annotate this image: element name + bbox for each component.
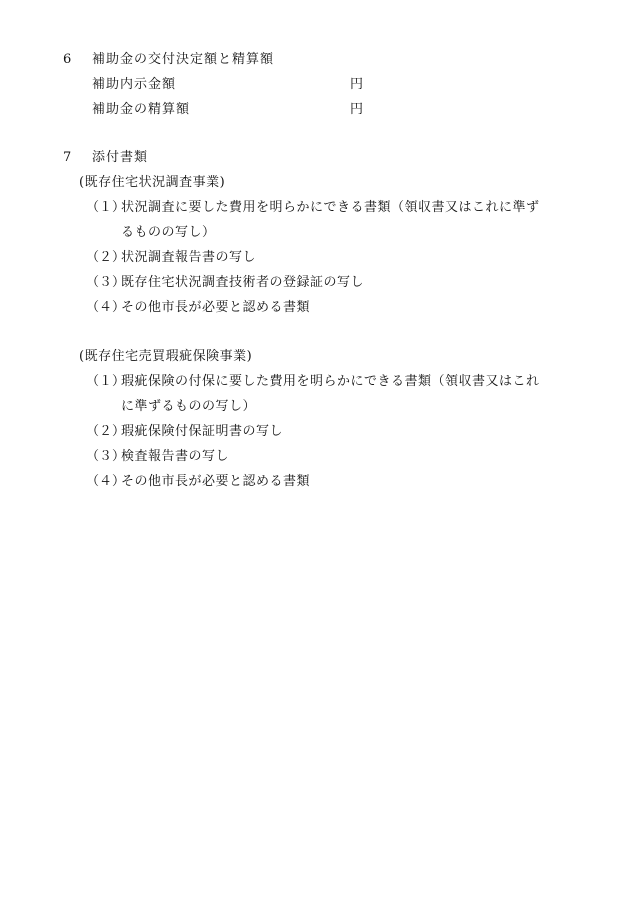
group-inspection-item-3-text: 既存住宅状況調査技術者の登録証の写し	[121, 275, 365, 290]
group-insurance-item-1-continuation: に準ずるものの写し）	[121, 399, 257, 414]
subsidy-settlement-amount-label: 補助金の精算額	[92, 102, 191, 117]
group-insurance-item-2-number: （２）	[86, 424, 126, 439]
group-insurance-item-3-number: （３）	[86, 449, 126, 464]
group-inspection-item-1-continuation: るものの写し）	[121, 225, 216, 240]
group-insurance-title: (既存住宅売買瑕疵保険事業)	[79, 349, 253, 364]
group-inspection-item-4-text: その他市長が必要と認める書類	[121, 300, 311, 315]
subsidy-offer-amount-unit: 円	[350, 77, 364, 92]
group-insurance-item-4-text: その他市長が必要と認める書類	[121, 474, 311, 489]
section-7-heading: 添付書類	[92, 150, 149, 165]
group-inspection-title: (既存住宅状況調査事業)	[79, 175, 226, 190]
group-insurance-item-3-text: 検査報告書の写し	[121, 449, 230, 464]
group-inspection-item-2-number: （２）	[86, 250, 126, 265]
subsidy-settlement-amount-unit: 円	[350, 102, 364, 117]
section-6-heading: 補助金の交付決定額と精算額	[92, 52, 275, 67]
group-insurance-item-2-text: 瑕疵保険付保証明書の写し	[121, 424, 284, 439]
group-insurance-item-4-number: （４）	[86, 474, 126, 489]
group-inspection-item-4-number: （４）	[86, 300, 126, 315]
section-7-number: 7	[63, 150, 72, 165]
group-inspection-item-3-number: （３）	[86, 275, 126, 290]
group-inspection-item-1-text: 状況調査に要した費用を明らかにできる書類（領収書又はこれに準ず	[121, 200, 540, 215]
group-inspection-item-2-text: 状況調査報告書の写し	[121, 250, 257, 265]
section-6-number: 6	[63, 52, 72, 67]
subsidy-offer-amount-label: 補助内示金額	[92, 77, 177, 92]
group-insurance-item-1-text: 瑕疵保険の付保に要した費用を明らかにできる書類（領収書又はこれ	[121, 374, 540, 389]
group-insurance-item-1-number: （１）	[86, 374, 126, 389]
group-inspection-item-1-number: （１）	[86, 200, 126, 215]
